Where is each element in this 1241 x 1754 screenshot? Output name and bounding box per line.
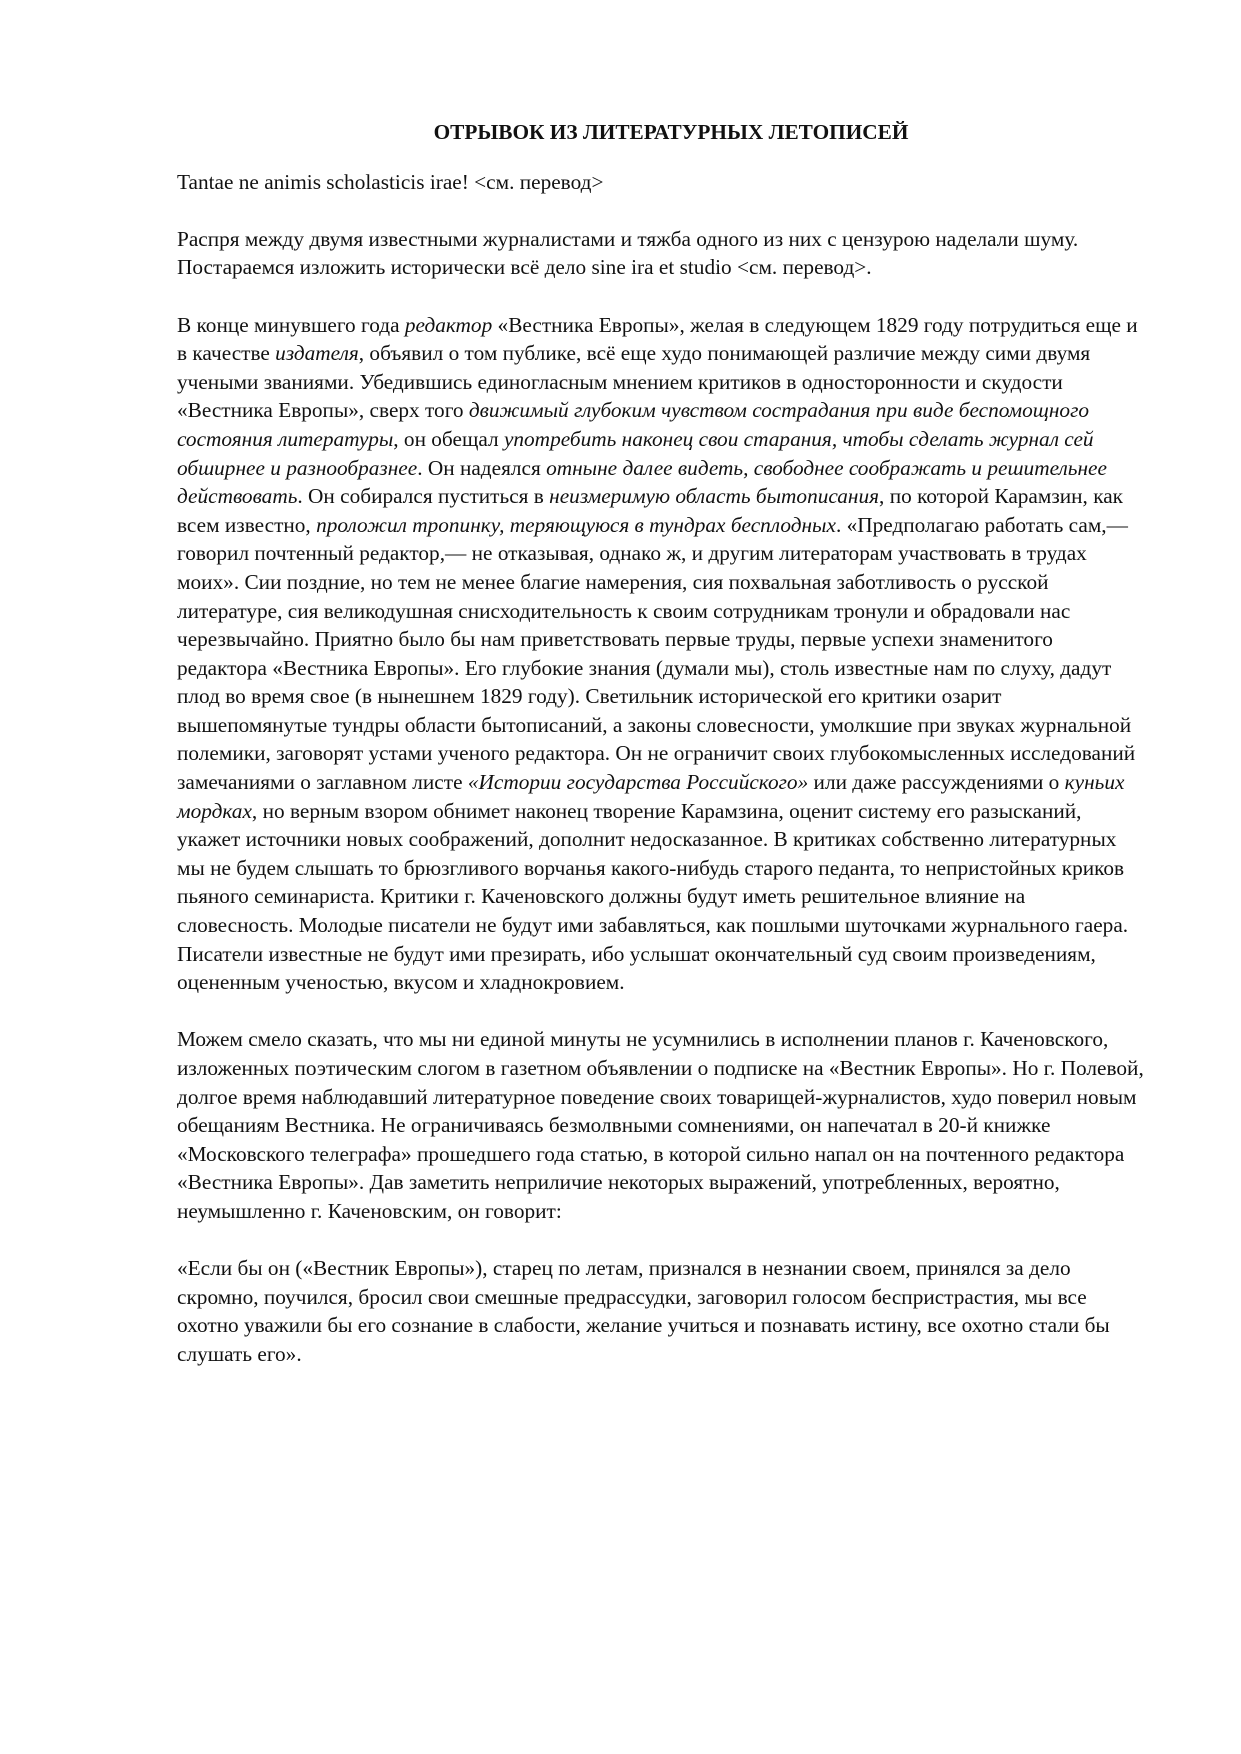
italic-text: неизмеримую область бытописания: [549, 484, 880, 509]
paragraph-text: «Если бы он («Вестник Европы»), старец по летам, признался в незнании своем, принялся за дело скромно, поучился, бросил свои смешные предрассудки, заговорил голосом беспристрастия, мы все охотно уважили бы его сознание в слабости, желание учиться и познавать истину, все охотно стали бы слушать его».: [177, 1256, 1110, 1366]
paragraph-text: . «Предполагаю работать сам,— говорил почтенный редактор,— не отказывая, однако ж, и другим литераторам участвовать в трудах моих». Сии поздние, но тем не менее благие намерения, сия похвальная заботливость о русской литературе, сия великодушная снисходительность к своим сотрудникам тронули и обрадовали нас черезвычайно. Приятно было бы нам приветствовать первые труды, первые успехи знаменитого редактора «Вестника Европы». Его глубокие знания (думали мы), столь известные нам по слуху, дадут плод во время свое (в нынешнем 1829 году). Светильник исторической его критики озарит вышепомянутые тундры области бытописаний, а законы словесности, умолкшие при звуках журнальной полемики, заговорят устами ученого редактора. Он не ограничит своих глубокомысленных исследований замечаниями о заглавном листе: [177, 512, 1136, 795]
italic-text: редактор: [404, 312, 493, 337]
italic-text: движимый глубоким чувством сострадания при виде беспомощного состояния литературы: [177, 398, 1090, 451]
paragraph: [177, 1254, 1145, 1368]
italic-text: употребить наконец свои старания, чтобы сделать журнал сей обширнее и разнообразнее: [177, 426, 1094, 480]
paragraph: [177, 1025, 1145, 1225]
paragraph-text: . Он надеялся: [417, 455, 547, 480]
paragraph-text: В конце минувшего года: [177, 312, 405, 337]
paragraph: [177, 225, 1145, 282]
paragraph-text: , по которой Карамзин, как всем известно,: [177, 484, 1124, 537]
paragraph-text: , но верным взором обнимет наконец творение Карамзина, оценит систему его разысканий, укажет источники новых соображений, дополнит недосказанное. В критиках собственно литературных мы не будем слышать то брюзгливого ворчанья какого-нибудь старого педанта, то непристойных криков пьяного семинариста. Критики г. Каченовского должны будут иметь решительное влияние на словесность. Молодые писатели не будут ими забавляться, как пошлыми шуточками журнального гаера. Писатели известные не будут ими презирать, ибо услышат окончательный суд своим произведениям, оцененным ученостью, вкусом и хладнокровием.: [177, 798, 1129, 995]
paragraph-text: «Вестника Европы», желая в следующем 1829 году потрудиться еще и в качестве: [177, 312, 1138, 366]
paragraph-text: , он обещал: [393, 426, 504, 451]
document-title: ОТРЫВОК ИЗ ЛИТЕРАТУРНЫХ ЛЕТОПИСЕЙ: [433, 120, 909, 144]
paragraph-text: , объявил о том публике, всё еще худо понимающей различие между сими двумя учеными званиями. Убедившись единогласным мнением критиков в односторонности и скудости «Вестника Европы», сверх того: [177, 341, 1091, 423]
italic-text: издателя: [275, 341, 359, 366]
paragraph-text: . Он собирался пуститься в: [297, 484, 550, 509]
paragraph-text: или даже рассуждениями о: [808, 770, 1065, 795]
paragraph: [177, 311, 1145, 997]
italic-text: «Истории государства Российского»: [467, 770, 809, 795]
paragraph-text: Можем смело сказать, что мы ни единой минуты не усумнились в исполнении планов г. Каченовского, изложенных поэтическим слогом в газетном объявлении о подписке на «Вестник Европы». Но г. Полевой, долгое время наблюдавший литературное поведение своих товарищей-журналистов, худо поверил новым обещаниям Вестника. Не ограничиваясь безмолвными сомнениями, он напечатал в 20-й книжке «Московского телеграфа» прошедшего года статью, в которой сильно напал он на почтенного редактора «Вестника Европы». Дав заметить неприличие некоторых выражений, употребленных, вероятно, неумышленно г. Каченовским, он говорит:: [177, 1027, 1144, 1223]
document-body: [177, 118, 1145, 1369]
paragraph-text: Распря между двумя известными журналистами и тяжба одного из них с цензурою наделали шуму. Постараемся изложить исторически всё дело sine ira et studio <см. перевод>.: [177, 226, 1079, 280]
italic-text: проложил тропинку, теряющуюся в тундрах бесплодных: [316, 512, 836, 537]
epigraph: Tantae ne animis scholasticis irae! <см. перевод>: [177, 169, 604, 194]
italic-text: куньих мордках: [177, 770, 1125, 823]
italic-text: отныне далее видеть, свободнее соображать и решительнее действовать: [177, 455, 1107, 509]
